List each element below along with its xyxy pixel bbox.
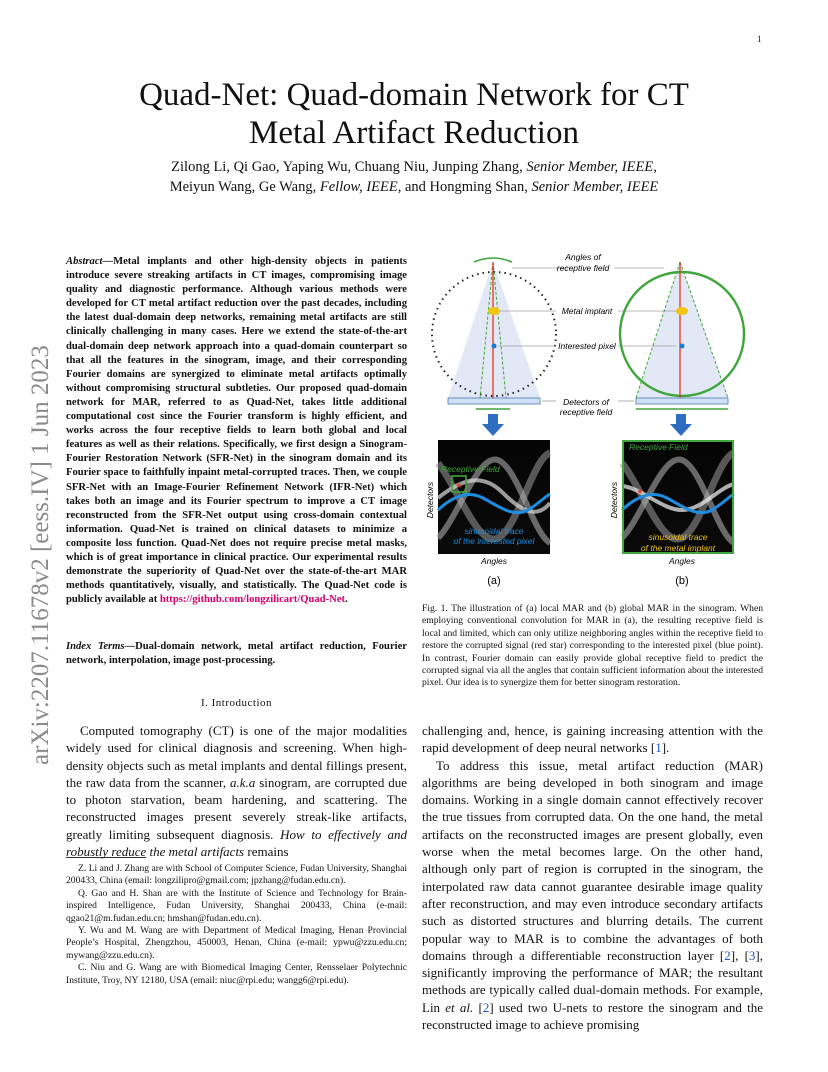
intro-text-2: sinogram, are corrupted due to photon starvation, beam hardening, and scattering. The reconstructed images present severely streak-like artifacts, greatly limiting subsequent diagnosis. [66,774,407,842]
label-interested-pixel: Interested pixel [558,341,616,351]
label-trace-b-line1: sinusoidal trace [648,532,708,542]
author-list [80,157,748,197]
figure-caption: Fig. 1. The illustration of (a) local MAR and (b) global MAR in the sinogram. When employing conventional convolution for MAR in (a), the resulting receptive field is local and limited, which can only utilize neighboring angles within the receptive field to restore the corrupted signal (red star) corresponding to the interested pixel (blue point). In contrast, Fourier domain can easily provide global receptive field to predict the corrupted signal via all the angles that contain sufficient information about the interested pixel. Our idea is to synergize them for better sinogram restoration. [422,603,763,689]
label-metal-implant: Metal implant [561,306,613,316]
intro-text-1: Computed tomography (CT) is one of the major modalities widely used for clinical diagnosis and screening. When high-density objects such as metal implants and dental fillings present, the raw data from the scanner, [66,723,407,790]
svg-text:★: ★ [636,487,644,496]
p2-etal: et al. [445,999,474,1015]
axis-angles-a: Angles [481,556,507,566]
citation-1[interactable]: 1 [655,740,662,756]
title-line-1: Quad-Net: Quad-domain Network for CT [139,77,689,113]
interested-pixel-a [492,344,497,349]
paragraph-2 [422,757,763,1034]
sinogram-a [438,440,550,554]
section-heading: I. Introduction [200,697,273,709]
label-receptive-field-b: Receptive Field [629,442,688,452]
intro-text-3: remains [244,844,289,860]
sinogram-b [622,440,734,554]
intro-paragraph [66,722,407,860]
label-trace-a-line1: sinusoidal trace [464,526,524,536]
abstract-label: Abstract [66,256,103,267]
metal-implant-b [676,307,688,315]
authors-names-1: Zilong Li, Qi Gao, Yaping Wu, Chuang Niu, Junping Zhang, [171,159,527,175]
index-terms-body: —Dual-domain network, metal artifact reduction, Fourier network, interpolation, image post-processing. [66,641,407,667]
p2-text: To address this issue, metal artifact reduction (MAR) algorithms are being developed in both sinogram and image domains. Working in a single domain cannot effectively recover the true tissues from corrupted data. On the one hand, the metal artifacts on the reconstructed images are present globally, even worse when the metal becomes large. On the other hand, although only part of region is corrupted in the sinogram, the interpolated raw data cannot guarantee desirable image quality after reconstruction, and may even introduce secondary artifacts such as distorted structures and blurring details. The current popular way to MAR is to combine the advantages of both domains through a differentiable reconstruction layer [ [422,757,763,963]
paper-title [80,76,748,152]
footnote-rule [66,857,146,858]
p1-text: challenging and, hence, is gaining increasing attention with the rapid development of deep neural networks [ [422,723,763,756]
svg-text:★: ★ [455,481,463,490]
subfigure-label-b: (b) [675,575,689,587]
axis-angles-b: Angles [669,556,695,566]
p2-bracket: [ [473,999,483,1015]
panel-b-schematic [620,262,744,436]
page-number: 1 [757,34,762,44]
label-detectors-line1: Detectors of [563,397,609,407]
p2-sep: ], [ [730,947,749,963]
affiliation-footnotes [66,863,407,987]
interested-pixel-b [680,344,685,349]
panel-a-schematic [432,258,556,436]
label-trace-a-line2: of the interested pixel [453,536,535,546]
footnote-4: C. Niu and G. Wang are with Biomedical Imaging Center, Rensselaer Polytechnic Institute, Troy, NY 12180, USA (email: niuc@rpi.edu; wangg6@rpi.edu). [66,962,407,986]
axis-detectors-a: Detectors [425,481,435,519]
abstract [66,255,407,607]
figure-1 [418,248,768,588]
abstract-end: . [345,594,348,606]
label-angles-line2: receptive field [556,263,610,273]
code-link[interactable]: https://github.com/longzilicart/Quad-Net [159,594,345,606]
p1-end: ]. [661,740,670,756]
p2-text-2: ], significantly improving the performance of MAR; the resultant methods are typically called dual-domain methods. For example, Lin [422,947,763,1015]
label-receptive-field-a: Receptive Field [441,464,500,474]
index-terms [66,640,407,668]
p2-text-3: ] used two U-nets to restore the sinogram and the reconstructed image to achieve promising [422,999,763,1033]
authors-role-1: Senior Member, IEEE, [526,159,657,175]
axis-detectors-b: Detectors [609,481,619,519]
index-terms-label: Index Terms [66,641,125,652]
authors-names-3: and Hongming Shan, [401,179,532,195]
title-line-2: Metal Artifact Reduction [249,115,579,151]
label-angles-line1: Angles of [565,252,601,262]
label-trace-b-line2: of the metal implant [640,543,716,553]
abstract-body: —Metal implants and other high-density objects in patients introduce severe streaking artifacts in CT images, compromising image quality and diagnostic performance. Although various methods were developed for CT metal artifact reduction over the past decades, including the latest dual-domain deep networks, remaining metal artifacts are still clinically challenging in many cases. Here we extend the state-of-the-art dual-domain deep network approach into a quad-domain counterpart so that all the features in the sinogram, image, and their corresponding Fourier domains are synergized to eliminate metal artifacts optimally without compromising structural subtleties. Our proposed quad-domain network for MAR, referred to as Quad-Net, takes little additional computational cost since the Fourier transform is highly efficient, and works across the four receptive fields to learn both global and local features as well as their relations. Specifically, we first design a Sinogram-Fourier Restoration Network (SFR-Net) in the sinogram domain and its Fourier space to faithfully inpaint metal-corrupted traces. Then, we couple SFR-Net with an Image-Fourier Refinement Network (IFR-Net) which takes both an image and its Fourier spectrum to improve a CT image reconstructed from the SFR-Net output using cross-domain contextual information. Quad-Net is trained on clinical datasets to minimize a composite loss function. Quad-Net does not require precise metal masks, which is of great importance in clinical practice. Our experimental results demonstrate the superiority of Quad-Net over the state-of-the-art MAR methods quantitatively, visually, and statistically. The Quad-Net code is publicly available at [66,256,407,606]
footnote-2: Q. Gao and H. Shan are with the Institute of Science and Technology for Brain-inspired Intelligence, Fudan University, Shanghai 200433, China (e-mail: qgao21@m.fudan.edu.cn; hmshan@fudan.edu.cn). [66,887,407,924]
label-detectors-line2: receptive field [559,407,613,417]
footnote-1: Z. Li and J. Zhang are with School of Computer Science, Fudan University, Shanghai 200433, China (email: longzilipro@gmail.com; jpzhang@fudan.edu.cn). [66,863,407,887]
footnote-3: Y. Wu and M. Wang are with Department of Medical Imaging, Henan Provincial People’s Hospital, Zhengzhou, 450003, Henan, China (e-mail: ypwu@zzu.edu.cn; mywang@zzu.edu.cn). [66,925,407,961]
right-column-text [422,722,763,1033]
citation-4[interactable]: 2 [482,999,490,1015]
arxiv-stamp [2,300,66,770]
citation-2[interactable]: 2 [724,947,731,963]
intro-aka: a.k.a [230,774,256,790]
citation-3[interactable]: 3 [748,947,756,963]
intro-emphasis: How to effectively and robustly reduce the metal artifacts [66,826,407,860]
authors-role-2: Fellow, IEEE, [319,179,402,195]
paragraph-1 [422,722,763,757]
arxiv-identifier: arXiv:2207.11678v2 [eess.IV] 1 Jun 2023 [27,345,54,765]
subfigure-label-a: (a) [487,575,501,587]
authors-names-2: Meiyun Wang, Ge Wang, [169,179,320,195]
authors-role-3: Senior Member, IEEE [531,179,659,195]
metal-implant-a [488,307,500,315]
